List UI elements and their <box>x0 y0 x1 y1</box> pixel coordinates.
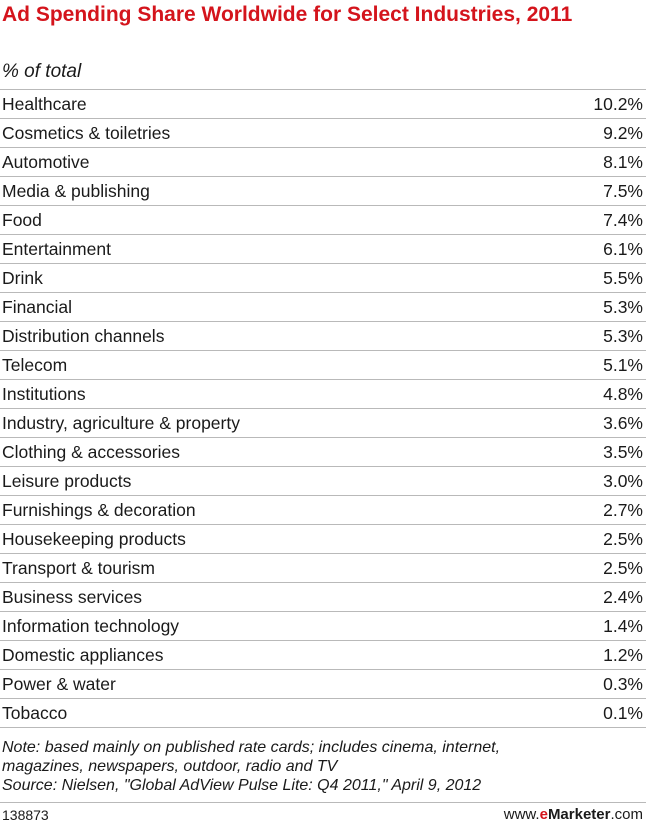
table-row <box>0 641 646 670</box>
row-value: 10.2% <box>593 94 643 114</box>
row-value: 5.1% <box>603 355 643 375</box>
table-row <box>0 235 646 264</box>
row-label: Food <box>2 210 42 230</box>
table-row <box>0 525 646 554</box>
row-label: Drink <box>2 268 43 288</box>
table-row <box>0 351 646 380</box>
row-label: Cosmetics & toiletries <box>2 123 171 143</box>
row-label: Transport & tourism <box>2 558 156 578</box>
table-row <box>0 148 646 177</box>
table-row <box>0 612 646 641</box>
row-label: Healthcare <box>2 94 87 114</box>
row-value: 0.1% <box>603 703 643 723</box>
row-label: Furnishings & decoration <box>2 500 196 520</box>
note-line-2: magazines, newspapers, outdoor, radio and TV <box>2 758 338 775</box>
brand-prefix: www. <box>503 806 540 823</box>
table-row <box>0 380 646 409</box>
row-value: 4.8% <box>603 384 643 404</box>
chart-id: 138873 <box>2 806 49 823</box>
row-value: 9.2% <box>603 123 643 143</box>
row-value: 3.5% <box>603 442 643 462</box>
row-label: Telecom <box>2 355 68 375</box>
source-line: Source: Nielsen, "Global AdView Pulse Lite: Q4 2011," April 9, 2012 <box>2 777 482 794</box>
brand-tld: .com <box>610 806 643 823</box>
table-row <box>0 322 646 351</box>
table-row <box>0 670 646 699</box>
row-label: Tobacco <box>2 703 68 723</box>
row-label: Distribution channels <box>2 326 165 346</box>
row-value: 3.6% <box>603 413 643 433</box>
chart-title: Ad Spending Share Worldwide for Select Industries, 2011 <box>2 3 573 26</box>
table-row <box>0 699 646 728</box>
table-row <box>0 293 646 322</box>
chart-subtitle: % of total <box>2 61 82 82</box>
data-table <box>0 89 646 728</box>
row-value: 7.4% <box>603 210 643 230</box>
table-row <box>0 119 646 148</box>
row-value: 2.7% <box>603 500 643 520</box>
notes <box>2 738 644 795</box>
table-row <box>0 583 646 612</box>
row-label: Business services <box>2 587 143 607</box>
row-value: 6.1% <box>603 239 643 259</box>
table-row <box>0 90 646 119</box>
row-label: Entertainment <box>2 239 111 259</box>
table-row <box>0 264 646 293</box>
row-label: Institutions <box>2 384 86 404</box>
brand-highlight: e <box>539 806 548 823</box>
table-row <box>0 496 646 525</box>
table-row <box>0 206 646 235</box>
row-value: 2.5% <box>603 529 643 549</box>
row-value: 0.3% <box>603 674 643 694</box>
row-value: 3.0% <box>603 471 643 491</box>
row-label: Domestic appliances <box>2 645 164 665</box>
row-label: Power & water <box>2 674 116 694</box>
row-label: Financial <box>2 297 73 317</box>
brand-logo[interactable] <box>504 806 646 823</box>
row-value: 7.5% <box>603 181 643 201</box>
row-value: 8.1% <box>603 152 643 172</box>
row-label: Information technology <box>2 616 180 636</box>
table-row <box>0 438 646 467</box>
row-label: Media & publishing <box>2 181 150 201</box>
table-row <box>0 467 646 496</box>
table-row <box>0 554 646 583</box>
table-row <box>0 177 646 206</box>
row-label: Automotive <box>2 152 90 172</box>
row-label: Industry, agriculture & property <box>2 413 240 433</box>
row-value: 5.3% <box>603 326 643 346</box>
row-value: 2.4% <box>603 587 643 607</box>
row-value: 2.5% <box>603 558 643 578</box>
row-label: Leisure products <box>2 471 132 491</box>
table-row <box>0 409 646 438</box>
footer <box>0 802 646 826</box>
brand-name: Marketer <box>547 806 611 823</box>
row-value: 1.4% <box>603 616 643 636</box>
row-label: Housekeeping products <box>2 529 186 549</box>
row-value: 5.3% <box>603 297 643 317</box>
row-label: Clothing & accessories <box>2 442 180 462</box>
row-value: 1.2% <box>603 645 643 665</box>
row-value: 5.5% <box>603 268 643 288</box>
note-line-1: Note: based mainly on published rate cards; includes cinema, internet, <box>2 739 501 756</box>
